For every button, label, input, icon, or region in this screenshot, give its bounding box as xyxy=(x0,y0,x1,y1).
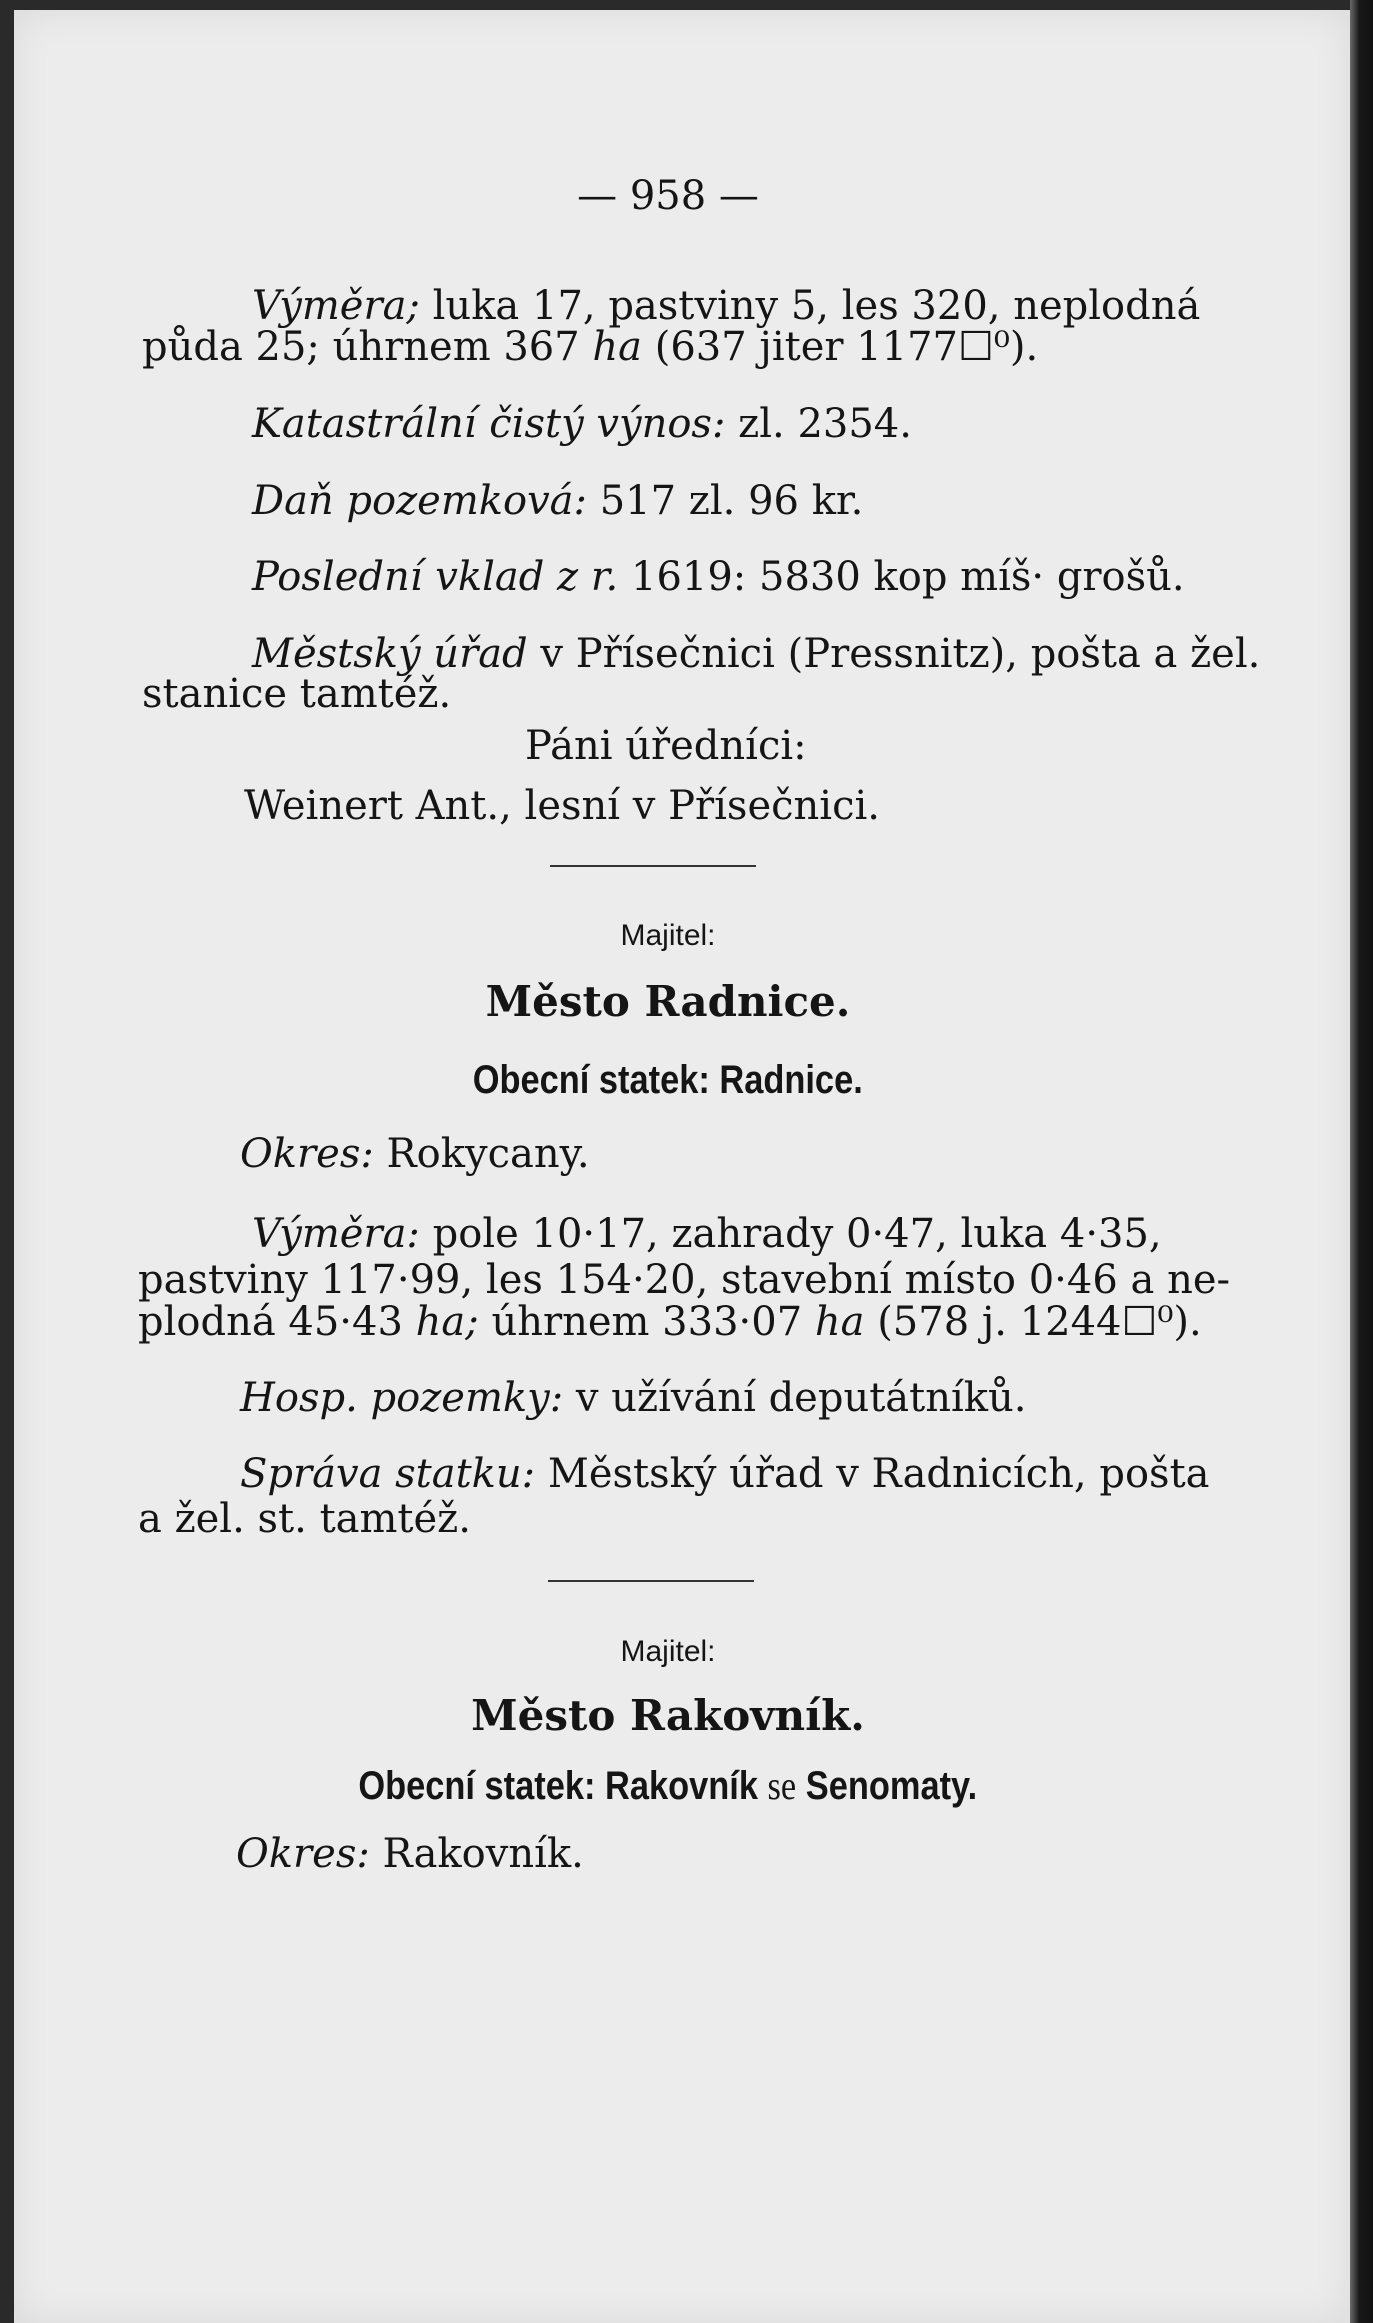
sprava-line-2: a žel. st. tamtéž. xyxy=(138,1496,471,1542)
katastr-line: Katastrální čistý výnos: zl. 2354. xyxy=(252,401,912,447)
owner-name: Město Radnice. xyxy=(485,977,851,1026)
owner-label-2: Majitel: xyxy=(620,1635,716,1668)
estate-heading: Obecní statek: Radnice. xyxy=(472,1058,864,1102)
urednik-entry: Weinert Ant., lesní v Přísečnici. xyxy=(244,783,880,829)
estate-heading-2: Obecní statek: Rakovník se Senomaty. xyxy=(358,1763,978,1808)
owner-name-2: Město Rakovník. xyxy=(471,1691,865,1740)
section-divider-2 xyxy=(548,1580,754,1582)
okres-line: Okres: Rokycany. xyxy=(240,1131,590,1177)
vymera2-line-2: pastviny 117·99, les 154·20, stavební místo 0·46 a ne- xyxy=(138,1257,1231,1303)
section-divider xyxy=(550,865,756,867)
sprava-line-1: Správa statku: Městský úřad v Radnicích, pošta xyxy=(240,1451,1210,1497)
vymera2-line-3: plodná 45·43 ha; úhrnem 333·07 ha (578 j. 1244☐⁰). xyxy=(138,1299,1202,1345)
hosp-line: Hosp. pozemky: v užívání deputátníků. xyxy=(240,1375,1027,1421)
vklad-line: Poslední vklad z r. 1619: 5830 kop míš· grošů. xyxy=(252,554,1185,600)
okres-line-2: Okres: Rakovník. xyxy=(236,1831,584,1877)
owner-label: Majitel: xyxy=(620,919,716,952)
page-number: — 958 — xyxy=(577,173,759,219)
vymera-line-1: Výměra; luka 17, pastviny 5, les 320, neplodná xyxy=(252,283,1201,329)
urad-line-1: Městský úřad v Přísečnici (Pressnitz), pošta a žel. xyxy=(252,631,1261,677)
vymera2-line-1: Výměra: pole 10·17, zahrady 0·47, luka 4·35, xyxy=(252,1211,1162,1257)
vymera-line-2: půda 25; úhrnem 367 ha (637 jiter 1177☐⁰). xyxy=(142,324,1039,370)
urad-line-2: stanice tamtéž. xyxy=(142,671,452,717)
dan-line: Daň pozemková: 517 zl. 96 kr. xyxy=(252,478,864,524)
urednici-heading: Páni úředníci: xyxy=(525,723,807,769)
